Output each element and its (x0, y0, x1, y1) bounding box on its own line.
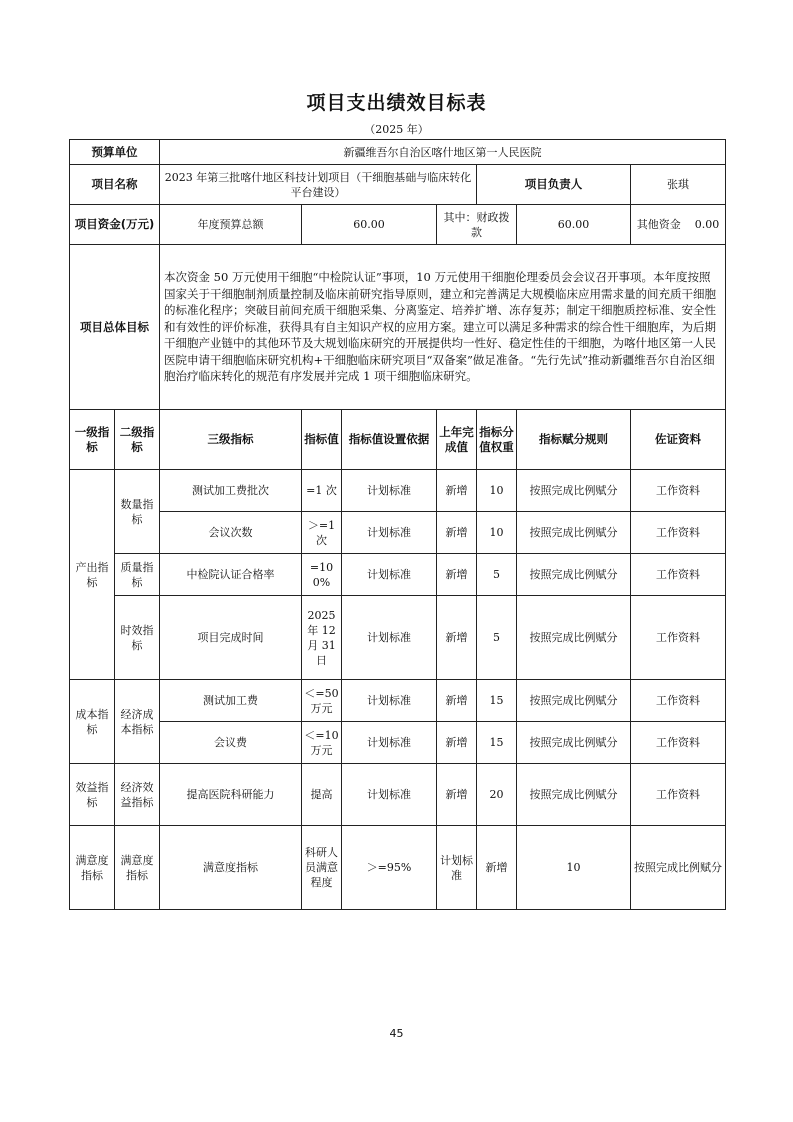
funds-row (70, 205, 726, 245)
goal-text: 本次资金 50 万元使用干细胞“中检院认证”事项，10 万元使用干细胞伦理委员会会议召开事项。本年度按照国家关于干细胞制剂质量控制及临床前研究指导原则，建立和完善满足大规模临床应用需求量的间充质干细胞的标准化程序；突破目前间充质干细胞采集、分离鉴定、培养扩增、冻存复苏；制定干细胞质控标准、安全性和有效性的评价标准，获得具有自主知识产权的应用方案。建立可以满足多种需求的综合性干细胞库，为后期干细胞产业链中的其他环节及大规划临床研究的开展提供均一性好、稳定性佳的干细胞，为喀什地区第一人民医院申请干细胞临床研究机构+干细胞临床研究项目“双备案”做足准备。“先行先试”推动新疆维吾尔自治区细胞治疗临床转化的规范有序发展并完成 1 项干细胞临床研究。 (160, 245, 726, 410)
level2-cell: 数量指标 (115, 470, 160, 554)
basis-cell: 计划标准 (342, 470, 437, 512)
project-name-value: 2023 年第三批喀什地区科技计划项目（干细胞基础与临床转化平台建设） (160, 165, 477, 205)
prev-cell: 计划标准 (437, 826, 477, 910)
basis-cell: 计划标准 (342, 512, 437, 554)
project-name-row (70, 165, 726, 205)
table-row (70, 470, 726, 512)
weight-cell: 5 (477, 596, 517, 680)
evidence-cell: 按照完成比例赋分 (631, 826, 726, 910)
prev-cell: 新增 (437, 554, 477, 596)
year-label: （2025 年） (364, 123, 429, 136)
table-row (70, 722, 726, 764)
goal-label: 项目总体目标 (70, 245, 160, 410)
rule-cell: 按照完成比例赋分 (517, 554, 631, 596)
annual-budget-label: 年度预算总额 (160, 205, 302, 245)
prev-cell: 新增 (437, 512, 477, 554)
level3-cell: 中检院认证合格率 (160, 554, 302, 596)
value-cell: 提高 (302, 764, 342, 826)
col-header: 二级指标 (115, 410, 160, 470)
budget-unit-label: 预算单位 (70, 140, 160, 165)
basis-cell: 计划标准 (342, 680, 437, 722)
value-cell: =1 次 (302, 470, 342, 512)
level1-cell: 效益指标 (70, 764, 115, 826)
evidence-cell: 工作资料 (631, 512, 726, 554)
evidence-cell: 工作资料 (631, 470, 726, 512)
evidence-cell: 工作资料 (631, 764, 726, 826)
page-number: 45 (389, 1027, 404, 1040)
level3-cell: 项目完成时间 (160, 596, 302, 680)
weight-cell: 15 (477, 722, 517, 764)
value-cell: ＞=1 次 (302, 512, 342, 554)
col-header: 佐证资料 (631, 410, 726, 470)
level3-cell: 测试加工费批次 (160, 470, 302, 512)
weight-cell: 5 (477, 554, 517, 596)
project-lead-label: 项目负责人 (477, 165, 631, 205)
other-funds-label: 其他资金 (636, 218, 681, 231)
level3-cell: 满意度指标 (160, 826, 302, 910)
col-header: 指标赋分规则 (517, 410, 631, 470)
basis-cell: 计划标准 (342, 764, 437, 826)
evidence-cell: 工作资料 (631, 722, 726, 764)
basis-cell: 计划标准 (342, 554, 437, 596)
prev-cell: 新增 (437, 596, 477, 680)
level3-cell: 会议次数 (160, 512, 302, 554)
other-funds-cell (631, 205, 726, 245)
level2-cell: 时效指标 (115, 596, 160, 680)
performance-table (69, 139, 726, 910)
budget-unit-row (70, 140, 726, 165)
rule-cell: 按照完成比例赋分 (517, 596, 631, 680)
rule-cell: 按照完成比例赋分 (517, 470, 631, 512)
rule-cell: 按照完成比例赋分 (517, 512, 631, 554)
col-header: 三级指标 (160, 410, 302, 470)
level3-cell: 测试加工费 (160, 680, 302, 722)
col-header: 指标值设置依据 (342, 410, 437, 470)
level2-cell: 满意度指标 (115, 826, 160, 910)
table-row (70, 764, 726, 826)
prev-cell: 新增 (437, 722, 477, 764)
evidence-cell: 工作资料 (631, 596, 726, 680)
annual-budget-value: 60.00 (302, 205, 437, 245)
basis-cell: 计划标准 (342, 596, 437, 680)
table-row (70, 596, 726, 680)
col-header: 上年完成值 (437, 410, 477, 470)
table-row (70, 680, 726, 722)
prev-cell: 新增 (437, 764, 477, 826)
project-name-label: 项目名称 (70, 165, 160, 205)
col-header: 一级指标 (70, 410, 115, 470)
level1-cell: 满意度指标 (70, 826, 115, 910)
basis-cell: ＞=95% (342, 826, 437, 910)
funds-label: 项目资金(万元) (70, 205, 160, 245)
prev-cell: 新增 (437, 680, 477, 722)
column-header-row (70, 410, 726, 470)
level1-cell: 成本指标 (70, 680, 115, 764)
rule-cell: 按照完成比例赋分 (517, 722, 631, 764)
page-title: 项目支出绩效目标表 (306, 92, 487, 114)
level2-cell: 经济效益指标 (115, 764, 160, 826)
weight-cell: 20 (477, 764, 517, 826)
col-header: 指标分值权重 (477, 410, 517, 470)
level3-cell: 提高医院科研能力 (160, 764, 302, 826)
fiscal-label: 其中：财政拨款 (437, 205, 517, 245)
rule-cell: 按照完成比例赋分 (517, 764, 631, 826)
col-header: 指标值 (302, 410, 342, 470)
value-cell: ＜=50 万元 (302, 680, 342, 722)
goal-row (70, 245, 726, 410)
level3-cell: 会议费 (160, 722, 302, 764)
table-row (70, 554, 726, 596)
table-row (70, 512, 726, 554)
level1-cell: 产出指标 (70, 470, 115, 680)
level2-cell: 质量指标 (115, 554, 160, 596)
weight-cell: 15 (477, 680, 517, 722)
other-funds-value: 0.00 (694, 218, 720, 231)
evidence-cell: 工作资料 (631, 680, 726, 722)
fiscal-value: 60.00 (517, 205, 631, 245)
value-cell: ＜=10 万元 (302, 722, 342, 764)
value-cell: =100% (302, 554, 342, 596)
weight-cell: 10 (477, 470, 517, 512)
level2-cell: 经济成本指标 (115, 680, 160, 764)
prev-cell: 新增 (437, 470, 477, 512)
budget-unit-value: 新疆维吾尔自治区喀什地区第一人民医院 (160, 140, 726, 165)
table-row (70, 826, 726, 910)
rule-cell: 按照完成比例赋分 (517, 680, 631, 722)
value-cell: 科研人员满意程度 (302, 826, 342, 910)
basis-cell: 计划标准 (342, 722, 437, 764)
weight-cell: 10 (477, 512, 517, 554)
project-lead-value: 张琪 (631, 165, 726, 205)
evidence-cell: 工作资料 (631, 554, 726, 596)
weight-cell: 新增 (477, 826, 517, 910)
rule-cell: 10 (517, 826, 631, 910)
value-cell: 2025 年 12 月 31 日 (302, 596, 342, 680)
